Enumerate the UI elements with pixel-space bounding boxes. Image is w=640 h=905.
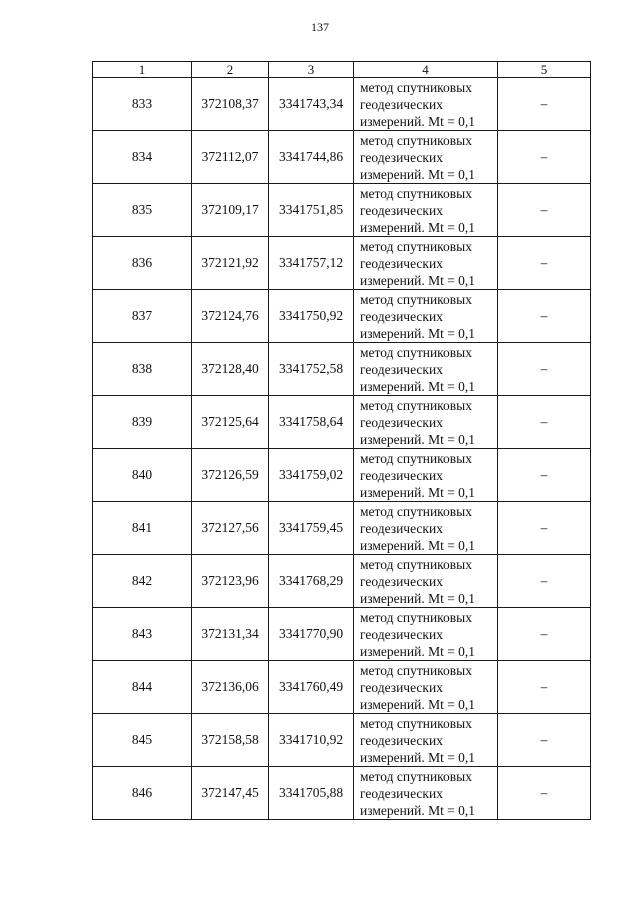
coordinate-y: 3341751,85 [269,184,354,237]
method-line: геодезических [360,308,443,324]
method-line: метод спутниковых [360,556,472,572]
coordinate-x: 372126,59 [192,449,269,502]
note-dash: – [498,237,591,290]
method-line: метод спутниковых [360,450,472,466]
coordinate-y: 3341743,34 [269,78,354,131]
coordinate-x: 372123,96 [192,555,269,608]
method-line: метод спутниковых [360,79,472,95]
coordinates-table [92,61,591,820]
table-row [93,608,591,661]
method-description [354,661,498,714]
page-number: 137 [311,20,329,34]
point-number: 835 [93,184,192,237]
method-line: геодезических [360,732,443,748]
method-line: геодезических [360,573,443,589]
method-line: геодезических [360,96,443,112]
method-line: метод спутниковых [360,609,472,625]
method-line: метод спутниковых [360,715,472,731]
method-line: измерений. Mt = 0,1 [360,272,476,288]
note-dash: – [498,555,591,608]
method-line: геодезических [360,149,443,165]
method-line: метод спутниковых [360,238,472,254]
point-number: 838 [93,343,192,396]
table-row [93,131,591,184]
coordinate-x: 372112,07 [192,131,269,184]
method-description [354,449,498,502]
method-line: геодезических [360,520,443,536]
table-row [93,396,591,449]
method-line: измерений. Mt = 0,1 [360,749,476,765]
coordinate-x: 372127,56 [192,502,269,555]
note-dash: – [498,608,591,661]
note-dash: – [498,78,591,131]
method-line: метод спутниковых [360,503,472,519]
point-number: 842 [93,555,192,608]
table-row [93,661,591,714]
header-col-1: 1 [93,62,192,78]
method-line: геодезических [360,626,443,642]
method-line: метод спутниковых [360,132,472,148]
method-description [354,555,498,608]
point-number: 834 [93,131,192,184]
method-description [354,131,498,184]
note-dash: – [498,396,591,449]
method-description [354,767,498,820]
note-dash: – [498,714,591,767]
method-line: геодезических [360,414,443,430]
method-description [354,290,498,343]
table-row [93,714,591,767]
method-line: измерений. Mt = 0,1 [360,431,476,447]
method-description [354,714,498,767]
header-col-4: 4 [354,62,498,78]
method-description [354,608,498,661]
method-description [354,343,498,396]
table-row [93,237,591,290]
method-line: метод спутниковых [360,662,472,678]
method-line: геодезических [360,202,443,218]
coordinate-y: 3341710,92 [269,714,354,767]
point-number: 846 [93,767,192,820]
method-line: геодезических [360,679,443,695]
coordinate-y: 3341750,92 [269,290,354,343]
note-dash: – [498,290,591,343]
table-row [93,184,591,237]
point-number: 845 [93,714,192,767]
method-description [354,502,498,555]
table-row [93,767,591,820]
note-dash: – [498,767,591,820]
method-line: метод спутниковых [360,185,472,201]
coordinate-x: 372125,64 [192,396,269,449]
note-dash: – [498,661,591,714]
coordinate-y: 3341760,49 [269,661,354,714]
method-line: измерений. Mt = 0,1 [360,537,476,553]
coordinate-x: 372121,92 [192,237,269,290]
coordinate-x: 372136,06 [192,661,269,714]
method-description [354,237,498,290]
method-line: измерений. Mt = 0,1 [360,696,476,712]
coordinate-x: 372158,58 [192,714,269,767]
note-dash: – [498,343,591,396]
table-row [93,449,591,502]
coordinate-x: 372124,76 [192,290,269,343]
method-line: метод спутниковых [360,397,472,413]
method-line: метод спутниковых [360,291,472,307]
method-line: измерений. Mt = 0,1 [360,643,476,659]
point-number: 844 [93,661,192,714]
point-number: 841 [93,502,192,555]
method-line: измерений. Mt = 0,1 [360,113,476,129]
method-line: измерений. Mt = 0,1 [360,325,476,341]
coordinate-x: 372109,17 [192,184,269,237]
coordinate-y: 3341757,12 [269,237,354,290]
method-line: геодезических [360,255,443,271]
method-description [354,396,498,449]
method-line: измерений. Mt = 0,1 [360,166,476,182]
coordinate-y: 3341759,45 [269,502,354,555]
point-number: 839 [93,396,192,449]
note-dash: – [498,502,591,555]
method-line: измерений. Mt = 0,1 [360,590,476,606]
coordinate-x: 372147,45 [192,767,269,820]
method-line: измерений. Mt = 0,1 [360,378,476,394]
table-header-row [93,62,591,78]
method-line: геодезических [360,785,443,801]
header-col-3: 3 [269,62,354,78]
method-description [354,184,498,237]
coordinate-y: 3341752,58 [269,343,354,396]
note-dash: – [498,184,591,237]
table-row [93,502,591,555]
header-col-2: 2 [192,62,269,78]
point-number: 840 [93,449,192,502]
point-number: 833 [93,78,192,131]
coordinate-y: 3341744,86 [269,131,354,184]
method-line: геодезических [360,467,443,483]
point-number: 836 [93,237,192,290]
method-line: геодезических [360,361,443,377]
header-col-5: 5 [498,62,591,78]
coordinate-y: 3341758,64 [269,396,354,449]
point-number: 843 [93,608,192,661]
coordinate-y: 3341705,88 [269,767,354,820]
coordinate-y: 3341768,29 [269,555,354,608]
coordinate-x: 372128,40 [192,343,269,396]
table-row [93,290,591,343]
method-line: измерений. Mt = 0,1 [360,484,476,500]
note-dash: – [498,449,591,502]
coordinate-x: 372108,37 [192,78,269,131]
method-line: метод спутниковых [360,344,472,360]
coordinate-y: 3341770,90 [269,608,354,661]
coordinate-y: 3341759,02 [269,449,354,502]
point-number: 837 [93,290,192,343]
coordinates-table-body [93,62,591,820]
table-row [93,78,591,131]
coordinate-x: 372131,34 [192,608,269,661]
note-dash: – [498,131,591,184]
table-row [93,343,591,396]
method-line: измерений. Mt = 0,1 [360,802,476,818]
table-row [93,555,591,608]
method-line: измерений. Mt = 0,1 [360,219,476,235]
method-line: метод спутниковых [360,768,472,784]
method-description [354,78,498,131]
